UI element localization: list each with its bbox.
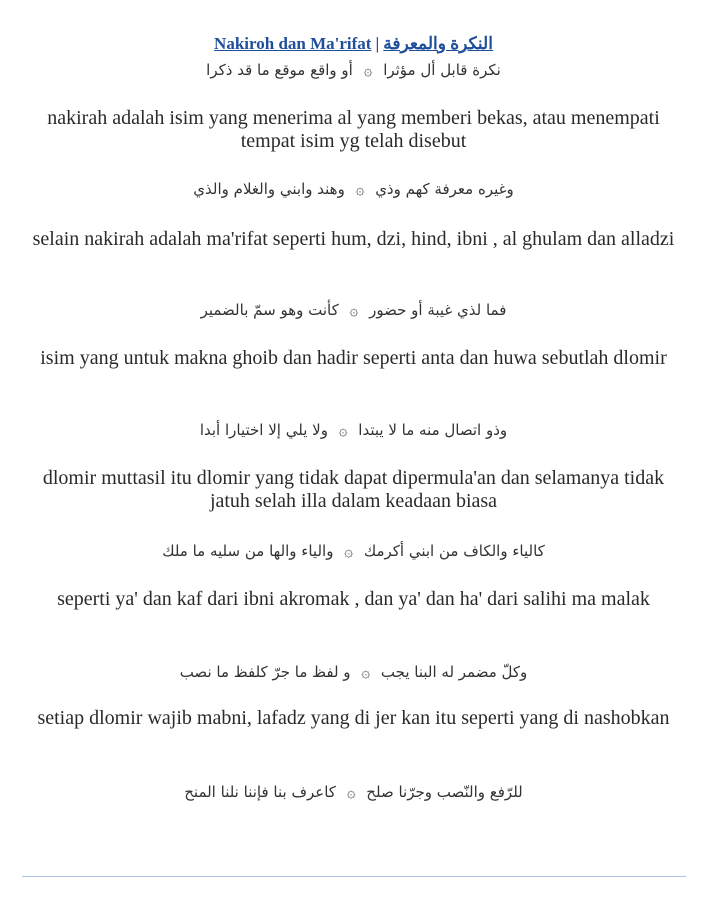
arabic-verse-7 (0, 783, 707, 801)
verse-7-hemistich-right: للرّفع والنّصب وجرّنا صلح (366, 783, 523, 801)
translation-3: isim yang untuk makna ghoib dan hadir seperti anta dan huwa sebutlah dlomir (40, 347, 667, 369)
verse-4-hemistich-right: وذو اتصال منه ما لا يبتدا (358, 421, 508, 439)
verse-separator-icon: ۞ (363, 61, 373, 79)
verse-7-hemistich-left: كاعرف بنا فإننا نلنا المنح (184, 783, 336, 801)
arabic-verse-1 (0, 61, 707, 79)
page-title (0, 34, 707, 54)
title-arabic: النكرة والمعرفة (383, 34, 493, 53)
translation-1: nakirah adalah isim yang menerima al yang memberi bekas, atau menempati tempat isim yg telah disebut (47, 107, 660, 152)
arabic-verse-3 (0, 301, 707, 319)
title-latin: Nakiroh dan Ma'rifat (214, 34, 372, 53)
verse-separator-icon: ۞ (346, 783, 356, 801)
translation-4: dlomir muttasil itu dlomir yang tidak dapat dipermula'an dan selamanya tidak jatuh selah illa dalam keadaan biasa (42, 467, 665, 512)
verse-4-hemistich-left: ولا يلي إلا اختيارا أبدا (199, 421, 328, 439)
arabic-verse-6 (0, 663, 707, 681)
translation-2: selain nakirah adalah ma'rifat seperti hum, dzi, hind, ibni , al ghulam dan alladzi (32, 228, 675, 250)
verse-6-hemistich-left: و لفظ ما جرّ كلفظ ما نصب (179, 663, 351, 681)
translation-6: setiap dlomir wajib mabni, lafadz yang di jer kan itu seperti yang di nashobkan (37, 707, 670, 729)
verse-separator-icon: ۞ (349, 301, 359, 319)
verse-5-hemistich-left: والياء والها من سليه ما ملك (162, 542, 334, 560)
verse-separator-icon: ۞ (338, 421, 348, 439)
verse-6-hemistich-right: وكلّ مضمر له البنا يجب (380, 663, 528, 681)
verse-2-hemistich-right: وغيره معرفة كهم وذي (375, 180, 514, 198)
arabic-verse-5 (0, 542, 707, 560)
verse-5-hemistich-right: كالياء والكاف من ابني أكرمك (363, 542, 545, 560)
verse-3-hemistich-right: فما لذي غيبة أو حضور (369, 301, 507, 319)
arabic-verse-4 (0, 421, 707, 439)
verse-separator-icon: ۞ (344, 542, 354, 560)
title-separator: | (375, 34, 380, 53)
footer-divider (22, 876, 686, 877)
verse-separator-icon: ۞ (361, 663, 371, 681)
arabic-verse-2 (0, 180, 707, 198)
verse-1-hemistich-left: أو واقع موقع ما قد ذكرا (206, 61, 353, 79)
verse-3-hemistich-left: كأنت وهو سمّ بالضمير (200, 301, 339, 319)
verse-2-hemistich-left: وهند وابني والغلام والذي (193, 180, 345, 198)
verse-1-hemistich-right: نكرة قابل أل مؤثرا (383, 61, 501, 79)
verse-separator-icon: ۞ (355, 180, 365, 198)
translation-5: seperti ya' dan kaf dari ibni akromak , dan ya' dan ha' dari salihi ma malak (57, 588, 650, 610)
